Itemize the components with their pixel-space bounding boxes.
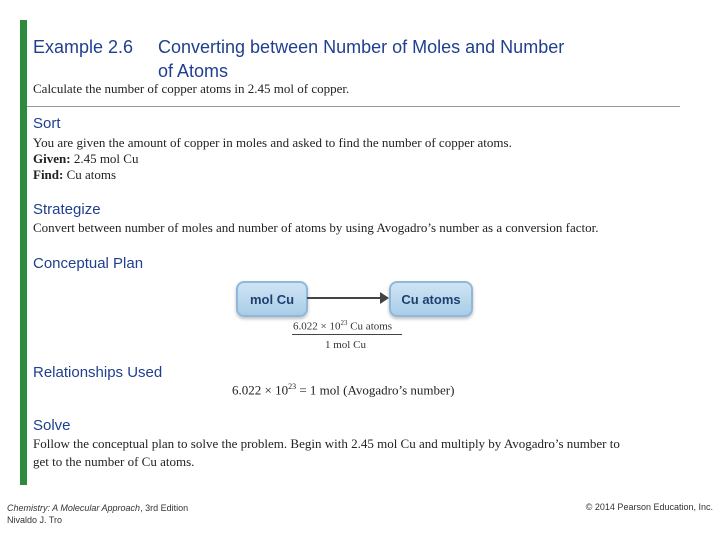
example-number: Example 2.6 xyxy=(33,37,134,57)
book-title: Chemistry: A Molecular Approach xyxy=(7,503,141,513)
solve-heading: Solve xyxy=(33,417,71,434)
divider xyxy=(27,106,680,107)
conversion-factor-numerator: $6.022 \times 10^{23}$ Cu atoms xyxy=(293,319,393,333)
arrow-head-icon xyxy=(380,292,389,304)
conversion-factor-denominator: 1 mol Cu xyxy=(325,339,366,351)
fraction-bar xyxy=(292,334,402,335)
mol-cu-box: mol Cu xyxy=(236,281,308,317)
relationships-heading: Relationships Used xyxy=(33,364,163,381)
cu-atoms-box: Cu atoms xyxy=(389,281,473,317)
example-title-line1: Converting between Number of Moles and Number xyxy=(158,37,565,57)
sort-heading: Sort xyxy=(33,115,61,132)
book-edition: , 3rd Edition xyxy=(140,503,189,513)
problem-statement: Calculate the number of copper atoms in 2.45 mol of copper. xyxy=(33,81,350,96)
conceptual-plan-heading: Conceptual Plan xyxy=(33,255,144,272)
avogadro-relationship: $6.022 \times 10^{23} = 1$ mol (Avogadro’s number) xyxy=(232,382,455,398)
example-title xyxy=(33,35,565,81)
given-value: 2.45 mol Cu xyxy=(70,151,139,166)
sort-text: You are given the amount of copper in moles and asked to find the number of copper atoms. xyxy=(33,135,512,150)
find-line xyxy=(33,166,116,184)
strategize-text: Convert between number of moles and number of atoms by using Avogadro’s number as a conversion factor. xyxy=(33,220,599,235)
book-author: Nivaldo J. Tro xyxy=(7,515,63,525)
strategize-heading: Strategize xyxy=(33,201,101,218)
accent-bar xyxy=(20,20,27,485)
solve-text-line2: get to the number of Cu atoms. xyxy=(33,454,195,469)
example-title-line2: of Atoms xyxy=(158,61,229,81)
copyright: © 2014 Pearson Education, Inc. xyxy=(585,502,713,512)
conversion-arrow xyxy=(307,297,383,299)
solve-text-line1: Follow the conceptual plan to solve the problem. Begin with 2.45 mol Cu and multiply by Avogadro’s number to xyxy=(33,436,620,451)
find-label: Find: xyxy=(33,167,64,182)
book-citation xyxy=(7,502,188,526)
find-value: Cu atoms xyxy=(63,167,117,182)
given-label: Given: xyxy=(33,151,71,166)
